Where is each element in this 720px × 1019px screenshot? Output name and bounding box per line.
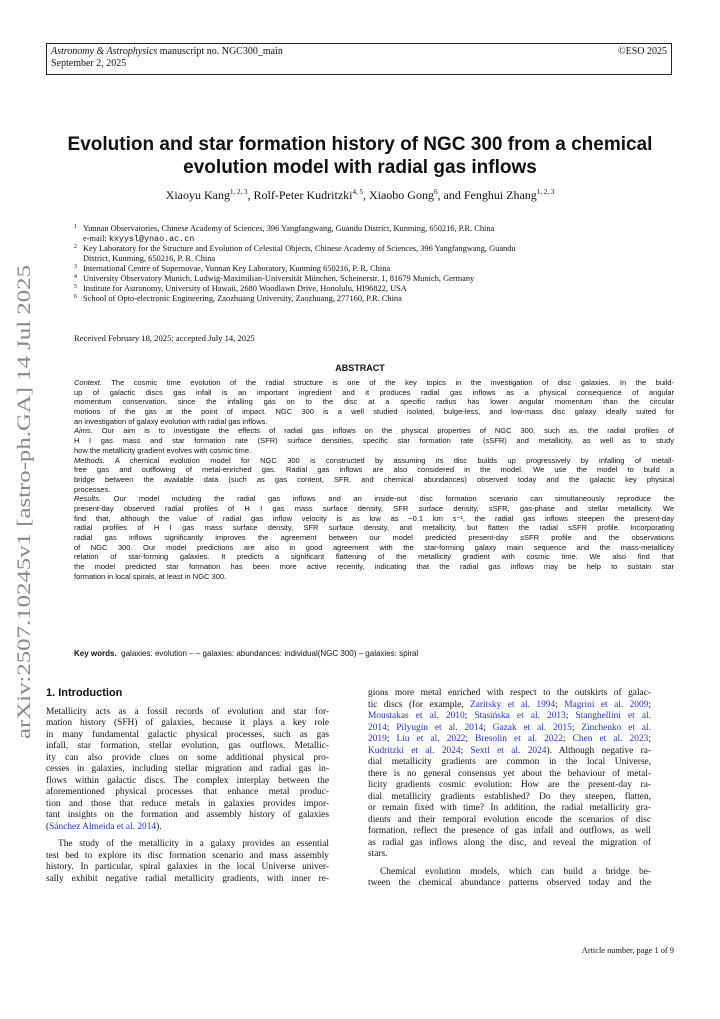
body-text: tion and those that reduce metals in galaxies provides impor- — [46, 798, 329, 809]
keywords-text: galaxies: evolution – – galaxies: abundances: individual(NGC 300) – galaxies: spiral — [121, 649, 419, 658]
abstract-text: an investigation of galaxy evolution with radial gas inflows. — [74, 416, 268, 426]
abstract-text: how the metallicity gradient evolves with cosmic time. — [74, 445, 252, 455]
affiliation-text: e-mail: — [83, 234, 109, 243]
body-text: cesses in galaxies, including stellar migration and radial gas in- — [46, 764, 329, 774]
abstract-line — [74, 533, 674, 543]
citation-link[interactable]: 2019 — [368, 734, 387, 744]
body-text: ; — [648, 699, 651, 710]
affiliation-row — [74, 294, 674, 304]
author-affiliation-marker: 1, 2, 3 — [536, 188, 555, 196]
left-column — [46, 688, 329, 885]
affiliation-text: District, Kunming, 650216, P. R. China — [83, 254, 216, 263]
abstract-line — [74, 523, 674, 533]
text-line — [368, 878, 651, 890]
abstract-line — [74, 397, 674, 407]
title-line-2: evolution model with radial gas inflows — [183, 157, 537, 178]
citation-link[interactable]: Sánchez Almeida et al. 2014 — [49, 821, 157, 832]
citation-link[interactable]: Moustakas et al. 2010 — [368, 711, 465, 721]
citation-link[interactable]: Stasińska et al. 2013 — [474, 711, 566, 721]
abstract-text: Our aim is to investigate the effects of radial gas inflows on the physical properties of NGC 300, such as, the radial profiles of — [92, 426, 674, 436]
citation-link[interactable]: Liu et al. 2022 — [396, 734, 466, 744]
header-copyright: ©ESO 2025 — [618, 46, 667, 57]
body-text: ; — [648, 734, 651, 744]
text-line — [368, 867, 651, 879]
body-text: sally exhibit negative radial metallicity gradients, with inner re- — [46, 873, 329, 884]
affiliation-number: 1 — [74, 224, 77, 230]
body-text: infall, star formation, stellar evolution, gas outflows. Metallic- — [46, 741, 329, 751]
keywords — [74, 649, 418, 658]
body-text: ; — [460, 745, 471, 756]
right-column-text — [368, 688, 651, 890]
abstract-line — [74, 456, 674, 466]
body-text: ; — [571, 722, 582, 733]
body-text: ; — [464, 711, 475, 721]
affiliation-row — [74, 274, 674, 284]
affiliation-number: 6 — [74, 294, 77, 300]
citation-link[interactable]: Stanghellini et al. — [575, 711, 651, 721]
keywords-label: Key words. — [74, 649, 117, 658]
affiliation-list — [74, 224, 674, 304]
abstract-line — [74, 465, 674, 475]
abstract-line — [74, 446, 674, 456]
abstract-text: radial profiles of H I gas mass surface density, SFR surface density, and metallicity, but flatten the radial sSFR profile. Incorporating — [74, 523, 674, 533]
arxiv-stamp — [8, 263, 38, 739]
text-line — [46, 851, 329, 863]
body-text: or remain fixed with time? In addition, the radial metallicity gra- — [368, 803, 651, 813]
body-text: flows within galactic discs. The complex interplay between the — [46, 775, 329, 786]
text-line — [368, 700, 651, 712]
text-line — [368, 780, 651, 792]
abstract-line — [74, 475, 674, 485]
body-text: mation history (SFH) of galaxies, because it plays a key role — [46, 718, 329, 728]
body-text: ( — [46, 821, 50, 832]
text-line — [46, 707, 329, 719]
body-text: aforementioned physical processes that enhance metal produc- — [46, 787, 329, 797]
abstract-line — [74, 543, 674, 553]
email-address: kxyysl@ynao.ac.cn — [108, 234, 195, 244]
citation-link[interactable]: Sextl et al. 2024 — [470, 745, 547, 756]
text-line — [46, 799, 329, 811]
citation-link[interactable]: Zaritsky et al. 1994 — [470, 699, 556, 710]
text-line — [368, 769, 651, 781]
abstract-text: relation of star-forming galaxies. It predicts a significant flattening of the metallicity gradient with cosmic time. We also find that — [74, 552, 674, 562]
abstract-section-label: Context. — [74, 378, 102, 387]
body-text: as radial gas inflows along the disc, and reveal the migration of — [368, 837, 651, 848]
text-line — [368, 746, 651, 758]
abstract-line — [74, 562, 674, 572]
text-line — [46, 862, 329, 874]
arxiv-stamp-text: arXiv:2507.10245v1 [astro-ph.GA] 14 Jul 2025 — [14, 375, 35, 739]
header-left — [51, 46, 283, 70]
author-name: Fenghui Zhang — [463, 188, 537, 202]
affiliation-text: Key Laboratory for the Structure and Evolution of Celestial Objects, Chinese Academy of Sciences, 396 Yangfangwang, Guandu — [83, 244, 516, 253]
citation-link[interactable]: Magrini et al. 2009 — [564, 699, 649, 710]
abstract-line — [74, 552, 674, 562]
author-name: Rolf-Peter Kudritzki — [253, 188, 353, 202]
abstract-heading: ABSTRACT — [335, 363, 385, 373]
abstract-line — [74, 504, 674, 514]
text-line — [46, 822, 329, 834]
body-text: ; — [565, 711, 576, 721]
affiliation-text: University Observatory Munich, Ludwig-Maximilian-Universität München, Scheinerstr. 1, 81679 Munich, Germany — [83, 274, 475, 283]
author-affiliation-marker: 4, 5 — [352, 188, 363, 196]
body-text: stars. — [368, 849, 388, 859]
abstract-text: bridge between the available data (such as gas content, SFR, and chemical abundances) observed today and the galactic key physical — [74, 474, 674, 484]
abstract-text: present-day observed radial profiles of H I gas mass surface density, SFR surface density, sSFR, gas-phase and stellar metallicity. We — [74, 503, 674, 513]
body-text: dients and their temporal evolution encode the scenarios of disc — [368, 814, 651, 825]
citation-link[interactable]: Chen et al. 2023 — [572, 734, 649, 744]
abstract-line — [74, 388, 674, 398]
body-text: tic discs (for example, — [368, 699, 471, 710]
received-dates: Received February 18, 2025; accepted July 14, 2025 — [74, 333, 255, 343]
text-line — [46, 874, 329, 886]
body-text: ; — [483, 722, 493, 733]
affiliation-text: Institute for Astronomy, University of Hawaii, 2680 Woodlawn Drive, Honolulu, HI96822, USA — [83, 284, 407, 293]
citation-link[interactable]: 2014 — [368, 722, 387, 733]
text-line — [46, 764, 329, 776]
abstract-text: The cosmic time evolution of the radial structure is one of the key topics in the investigation of disc galaxies. In the build- — [101, 378, 674, 387]
abstract-line — [74, 494, 674, 504]
body-text: ; — [386, 722, 397, 733]
text-line — [46, 810, 329, 822]
author-list: Xiaoyu Kang$^{1, 2, 3}$, Rolf-Peter Kudritzki$^{4, 5}$, Xiaobo Gong$^6$, and Fenghui Zhang$^{1, 2, 3}$ — [165, 188, 555, 202]
abstract-text: momentum conservation, since the infalling gas on to the disc at a specific radius has lower angular momentum than the circular — [74, 397, 674, 407]
body-text: in many fundamental galactic physical processes, such as gas — [46, 729, 329, 740]
affiliation-text: School of Opto-electronic Engineering, Zaozhuang University, Zaozhuang, 277160, P.R. China — [83, 294, 402, 303]
manuscript-id: manuscript no. NGC300_main — [159, 46, 283, 57]
text-line — [46, 730, 329, 742]
body-text: ; — [555, 699, 565, 710]
abstract-section-label: Aims. — [74, 426, 93, 436]
abstract-text: H I gas mass and star formation rate (SFR) surface densities, specific star formation rate (sSFR) and metallicity, as well as to study — [74, 436, 674, 446]
page-footer: Article number, page 1 of 9 — [581, 946, 674, 955]
journal-name: Astronomy & Astrophysics — [51, 46, 158, 57]
affiliation-row — [74, 254, 674, 264]
citation-link[interactable]: Bresolin et al. 2022 — [475, 734, 563, 744]
abstract-line — [74, 572, 674, 582]
text-line — [368, 734, 651, 746]
text-line — [368, 723, 651, 735]
affiliation-text: International Centre of Supernovae, Yunnan Key Laboratory, Kunming 650216, P. R. China — [83, 264, 391, 273]
body-text: Chemical evolution models, which can build a bridge be- — [380, 866, 651, 877]
body-text: ). — [156, 821, 162, 832]
abstract-text: processes. — [74, 484, 111, 494]
citation-link[interactable]: Gazak et al. 2015 — [492, 722, 572, 733]
text-line — [46, 718, 329, 730]
text-line — [368, 849, 651, 861]
abstract-line — [74, 485, 674, 495]
affiliation-number: 4 — [74, 274, 77, 280]
abstract-text: A chemical evolution model for NGC 300 is constructed by assuming its disc builds up progressively by infalling of metall- — [104, 455, 674, 465]
abstract-line — [74, 514, 674, 524]
left-column-text — [46, 707, 329, 886]
abstract-text: motions of the gas at the point of impact. NGC 300 is a well studied isolated, bulge-less, and low-mass disc galaxy ideally suited for — [74, 407, 674, 417]
abstract-line — [74, 378, 674, 388]
author-name: Xiaobo Gong — [368, 188, 434, 202]
text-line — [368, 792, 651, 804]
text-line — [46, 776, 329, 788]
body-text: ; — [562, 734, 573, 744]
abstract-text: of NGC 300. Our model predictions are also in good agreement with the star-forming galaxy main sequence and the mass-metallicity — [74, 542, 674, 552]
abstract-text: radial gas inflows significantly improves the agreement between our model predicted present-day sSFR profile and the observations — [74, 533, 674, 542]
author-affiliation-marker: 6 — [433, 188, 438, 196]
abstract-body — [74, 378, 674, 581]
body-text: dial metallicity gradients established? Do they steepen, flatten, — [368, 791, 651, 802]
text-line — [368, 838, 651, 850]
body-text: licity gradients cosmic evolution: How are the present-day ra- — [368, 780, 651, 790]
citation-link[interactable]: Kudritzki et al. 2024 — [368, 745, 461, 756]
section-heading-introduction: 1. Introduction — [46, 687, 123, 699]
abstract-text: up of galactic discs gas infall is an important ingredient and it produces radial gas inflows as a physical consequence of angular — [74, 387, 674, 397]
abstract-text: Our model including the radial gas inflows and an inside-out disc formation scenario can simultaneously reproduce the — [101, 494, 674, 504]
text-line — [46, 741, 329, 753]
text-line — [368, 757, 651, 769]
text-line — [368, 826, 651, 838]
abstract-line — [74, 417, 674, 427]
abstract-section-label: Results. — [74, 494, 102, 504]
title-line-1: Evolution and star formation history of NGC 300 from a chemical — [67, 134, 653, 155]
citation-link[interactable]: Pilyugin et al. 2014 — [396, 722, 484, 733]
body-text: ; — [386, 734, 397, 744]
text-line — [46, 787, 329, 799]
abstract-text: free gas and outflowing of metal-enriched gas. Radial gas inflows are also considered in the model. We use the model to build a — [74, 465, 674, 475]
body-text: history. In particular, spiral galaxies in the local Universe univer- — [46, 862, 329, 872]
text-line — [46, 839, 329, 851]
abstract-text: find that, although the value of radial gas inflow velocity is as low as −0.1 km s⁻¹, the radial gas inflows steepen the present-day — [74, 513, 674, 523]
affiliation-number: 2 — [74, 244, 77, 250]
affiliation-row — [74, 224, 674, 234]
body-text: tween the chemical abundance patterns observed today and the — [368, 878, 651, 888]
author-affiliation-marker: 1, 2, 3 — [230, 188, 248, 196]
text-line — [368, 711, 651, 723]
affiliation-number: 3 — [74, 264, 77, 270]
text-line — [368, 803, 651, 815]
body-text: formation, reflect the presence of gas infall and outflows, as well — [368, 826, 651, 836]
affiliation-row — [74, 244, 674, 254]
text-line — [46, 753, 329, 765]
body-text: tant insights on the formation and assembly history of galaxies — [46, 810, 329, 820]
affiliation-text: Yunnan Observatories, Chinese Academy of Sciences, 396 Yangfangwang, Guandu District, Kunming, 650216, P.R. China — [83, 224, 495, 233]
body-text: ). Although negative ra- — [546, 745, 651, 756]
abstract-text: formation in local spirals, at least in NGC 300. — [74, 571, 227, 581]
text-line — [368, 688, 651, 700]
body-text: test bed to explore its disc formation scenario and mass assembly — [46, 850, 329, 861]
body-text: dial metallicity gradients are common in the local Universe, — [368, 757, 651, 767]
author-name: Xiaoyu Kang — [165, 188, 230, 202]
citation-link[interactable]: Zinchenko et al. — [581, 722, 651, 733]
body-text: ; — [465, 734, 476, 744]
body-text: Metallicity acts as a fossil records of evolution and star for- — [46, 706, 329, 717]
paper-title — [52, 133, 668, 179]
affiliation-row — [74, 284, 674, 294]
abstract-text: the model predicted star formation has been more active recently, indicating that the radial gas inflows may be help to sustain star — [74, 562, 674, 572]
text-line — [368, 815, 651, 827]
right-column — [368, 688, 651, 890]
abstract-line — [74, 436, 674, 446]
abstract-line — [74, 426, 674, 436]
abstract-section-label: Methods. — [74, 455, 105, 465]
body-text: ity can also provide clues on some additional physical pro- — [46, 752, 329, 763]
affiliation-row — [74, 234, 674, 244]
affiliation-number: 5 — [74, 284, 77, 290]
header-date: September 2, 2025 — [51, 58, 127, 69]
body-text: The study of the metallicity in a galaxy provides an essential — [58, 839, 329, 849]
body-text: there is no general consensus yet about the behaviour of metal- — [368, 768, 651, 779]
running-header — [46, 43, 672, 75]
abstract-line — [74, 407, 674, 417]
affiliation-row — [74, 264, 674, 274]
body-text: gions more metal enriched with respect to the outskirts of galac- — [368, 688, 651, 698]
